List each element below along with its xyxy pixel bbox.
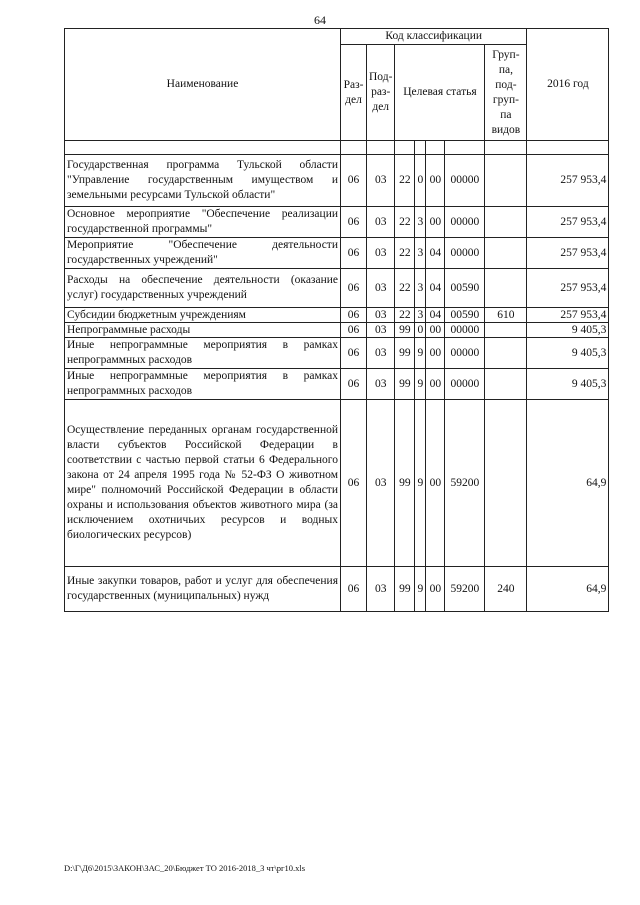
table-row — [65, 369, 609, 400]
table-row — [65, 308, 609, 323]
row-t1: 22 — [395, 238, 415, 269]
page-number: 64 — [314, 13, 326, 27]
row-t3: 00 — [426, 338, 445, 369]
row-section: 06 — [341, 207, 367, 238]
row-t1: 99 — [395, 323, 415, 338]
row-amount: 9 405,3 — [527, 369, 609, 400]
row-name: Иные непрограммные мероприятия в рамках непрограммных расходов — [65, 369, 341, 400]
row-amount: 64,9 — [527, 400, 609, 567]
row-t4: 59200 — [445, 567, 485, 612]
row-t1: 22 — [395, 207, 415, 238]
row-amount: 9 405,3 — [527, 323, 609, 338]
header-classification-code: Код классификации — [341, 29, 527, 45]
row-section: 06 — [341, 308, 367, 323]
row-subsection: 03 — [367, 338, 395, 369]
row-t1: 99 — [395, 338, 415, 369]
table-body — [65, 141, 609, 612]
row-t3: 00 — [426, 567, 445, 612]
row-section: 06 — [341, 238, 367, 269]
row-subsection: 03 — [367, 400, 395, 567]
row-t4: 00000 — [445, 207, 485, 238]
header-group: Груп-па, под-груп-па видов — [485, 45, 527, 141]
row-subsection: 03 — [367, 207, 395, 238]
header-section: Раз-дел — [341, 45, 367, 141]
row-amount: 257 953,4 — [527, 207, 609, 238]
row-t1: 22 — [395, 155, 415, 207]
row-name: Расходы на обеспечение деятельности (оказание услуг) государственных учреждений — [65, 269, 341, 308]
row-t1: 99 — [395, 369, 415, 400]
row-t4: 00000 — [445, 155, 485, 207]
row-t3: 04 — [426, 308, 445, 323]
row-t2: 9 — [415, 567, 426, 612]
row-t4: 00000 — [445, 238, 485, 269]
row-section: 06 — [341, 269, 367, 308]
row-amount: 257 953,4 — [527, 155, 609, 207]
row-name: Основное мероприятие "Обеспечение реализации государственной программы" — [65, 207, 341, 238]
row-section: 06 — [341, 369, 367, 400]
table-row — [65, 155, 609, 207]
row-t1: 22 — [395, 269, 415, 308]
row-amount: 257 953,4 — [527, 238, 609, 269]
row-subsection: 03 — [367, 369, 395, 400]
row-name: Иные непрограммные мероприятия в рамках непрограммных расходов — [65, 338, 341, 369]
row-section: 06 — [341, 567, 367, 612]
spacer-row — [65, 141, 609, 155]
row-t4: 59200 — [445, 400, 485, 567]
header-subsection: Под-раз-дел — [367, 45, 395, 141]
row-name: Государственная программа Тульской области "Управление государственным имуществом и земельными ресурсами Тульской области" — [65, 155, 341, 207]
row-t2: 3 — [415, 238, 426, 269]
row-t2: 9 — [415, 369, 426, 400]
row-subsection: 03 — [367, 308, 395, 323]
row-group — [485, 155, 527, 207]
row-subsection: 03 — [367, 269, 395, 308]
table-row — [65, 338, 609, 369]
row-t2: 0 — [415, 155, 426, 207]
row-group — [485, 338, 527, 369]
row-section: 06 — [341, 323, 367, 338]
row-t2: 9 — [415, 400, 426, 567]
row-name: Иные закупки товаров, работ и услуг для обеспечения государственных (муниципальных) нужд — [65, 567, 341, 612]
row-t3: 00 — [426, 369, 445, 400]
row-t1: 99 — [395, 400, 415, 567]
row-t3: 04 — [426, 269, 445, 308]
row-t3: 00 — [426, 207, 445, 238]
row-t3: 00 — [426, 400, 445, 567]
row-t3: 00 — [426, 155, 445, 207]
row-t2: 0 — [415, 323, 426, 338]
row-group — [485, 323, 527, 338]
row-subsection: 03 — [367, 238, 395, 269]
row-t2: 3 — [415, 207, 426, 238]
row-t4: 00590 — [445, 308, 485, 323]
table-row — [65, 238, 609, 269]
row-name: Непрограммные расходы — [65, 323, 341, 338]
row-name: Мероприятие "Обеспечение деятельности государственных учреждений" — [65, 238, 341, 269]
row-t4: 00000 — [445, 323, 485, 338]
header-target-article: Целевая статья — [395, 45, 485, 141]
table-row — [65, 567, 609, 612]
row-group — [485, 207, 527, 238]
table-row — [65, 207, 609, 238]
row-t1: 22 — [395, 308, 415, 323]
row-t2: 3 — [415, 269, 426, 308]
table-row — [65, 323, 609, 338]
row-group: 240 — [485, 567, 527, 612]
row-amount: 9 405,3 — [527, 338, 609, 369]
row-t2: 3 — [415, 308, 426, 323]
row-t2: 9 — [415, 338, 426, 369]
row-section: 06 — [341, 338, 367, 369]
row-group — [485, 269, 527, 308]
row-t4: 00000 — [445, 338, 485, 369]
row-group — [485, 238, 527, 269]
table-row — [65, 269, 609, 308]
row-amount: 257 953,4 — [527, 308, 609, 323]
row-group — [485, 400, 527, 567]
row-name: Субсидии бюджетным учреждениям — [65, 308, 341, 323]
row-name: Осуществление переданных органам государственной власти субъектов Российской Федерации в соответствии с частью первой статьи 6 Федерального закона от 24 апреля 1995 года № 52-ФЗ О животном мире" полномочий Российской Федерации в области охраны и использования объектов животного мира (за исключением охотничьих ресурсов и водных биологических ресурсов) — [65, 400, 341, 567]
row-group: 610 — [485, 308, 527, 323]
row-t4: 00000 — [445, 369, 485, 400]
row-section: 06 — [341, 400, 367, 567]
table-row — [65, 400, 609, 567]
row-t3: 00 — [426, 323, 445, 338]
header-name: Наименование — [65, 29, 341, 141]
row-amount: 64,9 — [527, 567, 609, 612]
budget-table — [64, 28, 609, 612]
row-t4: 00590 — [445, 269, 485, 308]
row-subsection: 03 — [367, 155, 395, 207]
row-subsection: 03 — [367, 323, 395, 338]
row-t3: 04 — [426, 238, 445, 269]
header-year: 2016 год — [527, 29, 609, 141]
row-group — [485, 369, 527, 400]
row-amount: 257 953,4 — [527, 269, 609, 308]
row-section: 06 — [341, 155, 367, 207]
footer-file-path: D:\Г\Д6\2015\ЗАКОН\ЗАС_20\Бюджет ТО 2016-2018_3 чт\рг10.xls — [64, 863, 306, 873]
row-t1: 99 — [395, 567, 415, 612]
row-subsection: 03 — [367, 567, 395, 612]
